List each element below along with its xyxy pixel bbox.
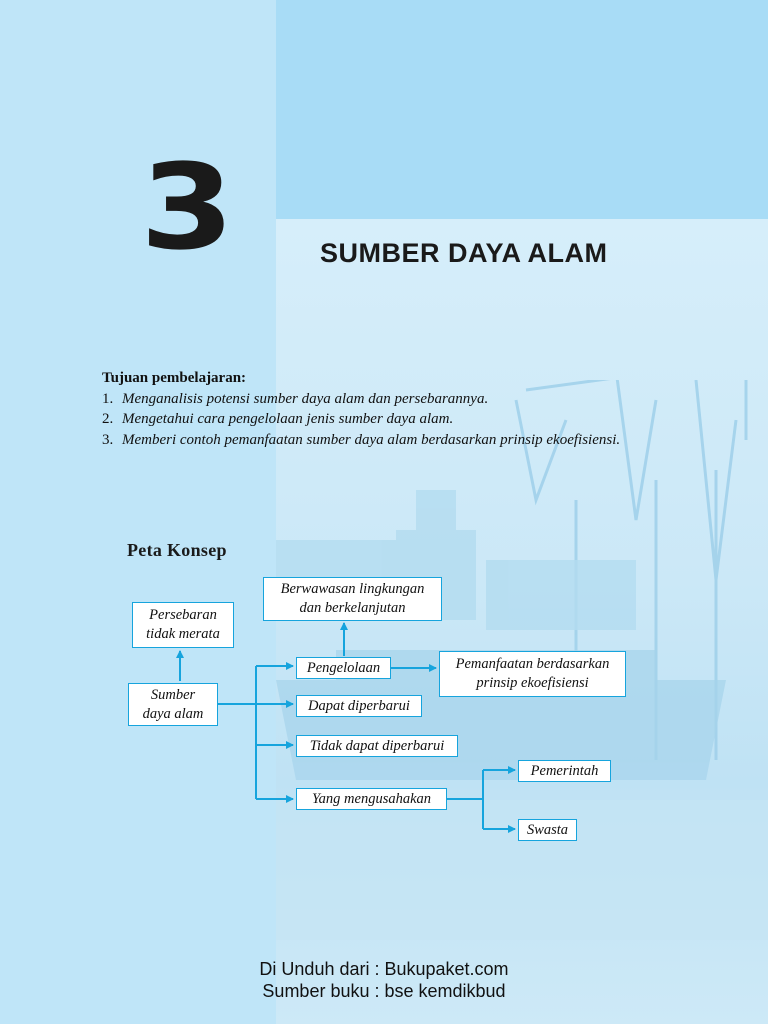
objective-item [102, 409, 742, 430]
objectives-heading: Tujuan pembelajaran: [102, 370, 247, 386]
footer-line-source: Di Unduh dari : Bukupaket.com [259, 959, 509, 979]
left-color-panel [0, 0, 276, 1024]
objective-number: 1. [102, 390, 114, 407]
chapter-number: 3 [140, 138, 230, 276]
footer-line-book: Sumber buku : bse kemdikbud [262, 981, 506, 1001]
objective-number: 3. [102, 431, 114, 448]
concept-map-heading: Peta Konsep [127, 540, 227, 560]
node-yang-mengusahakan: Yang mengusahakan [296, 788, 447, 810]
objective-text: Mengetahui cara pengelolaan jenis sumber daya alam. [122, 411, 454, 427]
chapter-title: SUMBER DAYA ALAM [320, 238, 608, 268]
objective-item [102, 389, 742, 410]
node-sumber-daya-alam: Sumber daya alam [128, 683, 218, 726]
top-color-band [276, 0, 768, 219]
objective-item [102, 430, 742, 451]
node-pengelolaan: Pengelolaan [296, 657, 391, 679]
objective-text: Memberi contoh pemanfaatan sumber daya alam berdasarkan prinsip ekoefisiensi. [122, 431, 621, 448]
node-persebaran: Persebaran tidak merata [132, 602, 234, 648]
download-source-footer [0, 958, 768, 1002]
objective-text: Menganalisis potensi sumber daya alam dan persebarannya. [122, 390, 489, 407]
node-pemanfaatan: Pemanfaatan berdasarkan prinsip ekoefisiensi [439, 651, 626, 697]
node-swasta: Swasta [518, 819, 577, 841]
node-dapat-diperbarui: Dapat diperbarui [296, 695, 422, 717]
node-berwawasan: Berwawasan lingkungan dan berkelanjutan [263, 577, 442, 621]
node-pemerintah: Pemerintah [518, 760, 611, 782]
objective-number: 2. [102, 411, 114, 427]
learning-objectives [102, 368, 742, 450]
node-tidak-dapat-diperbarui: Tidak dapat diperbarui [296, 735, 458, 757]
